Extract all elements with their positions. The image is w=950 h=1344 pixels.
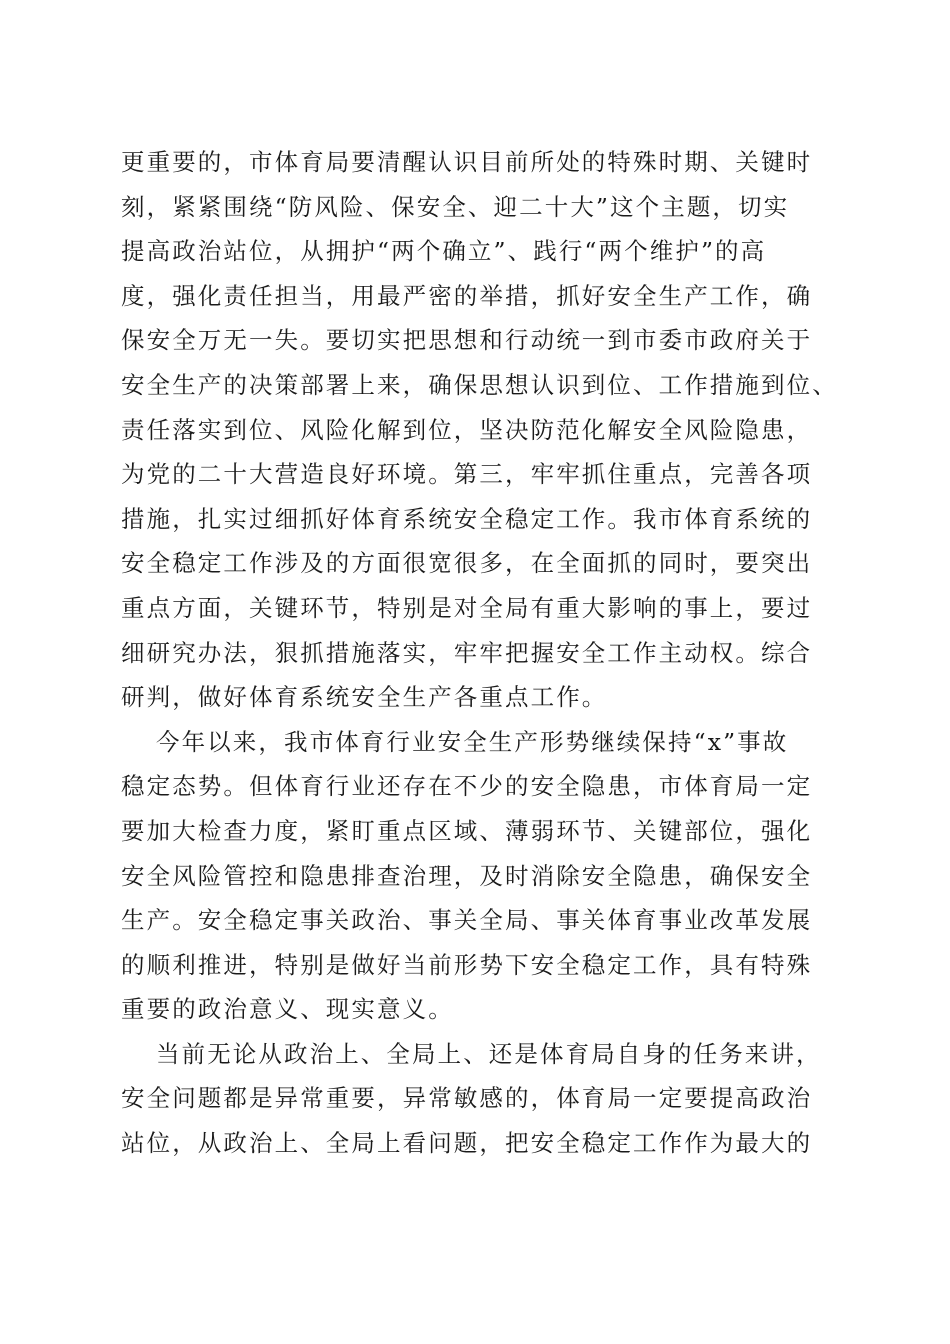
paragraph-2-line-7: 重要的政治意义、现实意义。 <box>121 995 454 1024</box>
paragraph-1-line-3: 提高政治站位，从拥护“两个确立”、践行“两个维护”的高 <box>121 237 767 266</box>
paragraph-2-line-6: 的顺利推进，特别是做好当前形势下安全稳定工作，具有特殊 <box>121 950 813 979</box>
paragraph-1-line-11: 重点方面，关键环节，特别是对全局有重大影响的事上，要过 <box>121 593 813 622</box>
paragraph-1-line-4: 度，强化责任担当，用最严密的举措，抓好安全生产工作，确 <box>121 281 813 310</box>
paragraph-2-line-1: 今年以来，我市体育行业安全生产形势继续保持“x”事故 <box>156 727 789 756</box>
paragraph-3-line-3: 站位，从政治上、全局上看问题，把安全稳定工作作为最大的 <box>121 1129 813 1158</box>
paragraph-2-line-2: 稳定态势。但体育行业还存在不少的安全隐患，市体育局一定 <box>121 772 813 801</box>
paragraph-1-line-7: 责任落实到位、风险化解到位，坚决防范化解安全风险隐患， <box>121 415 813 444</box>
paragraph-1-line-1: 更重要的，市体育局要清醒认识目前所处的特殊时期、关键时 <box>121 148 813 176</box>
paragraph-1-line-9: 措施，扎实过细抓好体育系统安全稳定工作。我市体育系统的 <box>121 504 813 533</box>
paragraph-1-line-6: 安全生产的决策部署上来，确保思想认识到位、工作措施到位、 <box>121 370 838 399</box>
paragraph-2-line-5: 生产。安全稳定事关政治、事关全局、事关体育事业改革发展 <box>121 906 813 935</box>
paragraph-1-line-2: 刻，紧紧围绕“防风险、保安全、迎二十大”这个主题，切实 <box>121 192 790 221</box>
paragraph-2-line-4: 安全风险管控和隐患排查治理，及时消除安全隐患，确保安全 <box>121 861 813 890</box>
paragraph-1-line-13: 研判，做好体育系统安全生产各重点工作。 <box>121 683 608 712</box>
paragraph-1-line-5: 保安全万无一失。要切实把思想和行动统一到市委市政府关于 <box>121 326 813 355</box>
paragraph-3-line-1: 当前无论从政治上、全局上、还是体育局自身的任务来讲， <box>156 1039 822 1068</box>
paragraph-1-line-10: 安全稳定工作涉及的方面很宽很多，在全面抓的同时，要突出 <box>121 549 813 578</box>
paragraph-3-line-2: 安全问题都是异常重要，异常敏感的，体育局一定要提高政治 <box>121 1084 813 1113</box>
paragraph-1-line-12: 细研究办法，狠抓措施落实，牢牢把握安全工作主动权。综合 <box>121 638 813 667</box>
paragraph-2-line-3: 要加大检查力度，紧盯重点区域、薄弱环节、关键部位，强化 <box>121 816 813 845</box>
document-body <box>121 140 841 1166</box>
paragraph-1-line-8: 为党的二十大营造良好环境。第三，牢牢抓住重点，完善各项 <box>121 460 813 489</box>
